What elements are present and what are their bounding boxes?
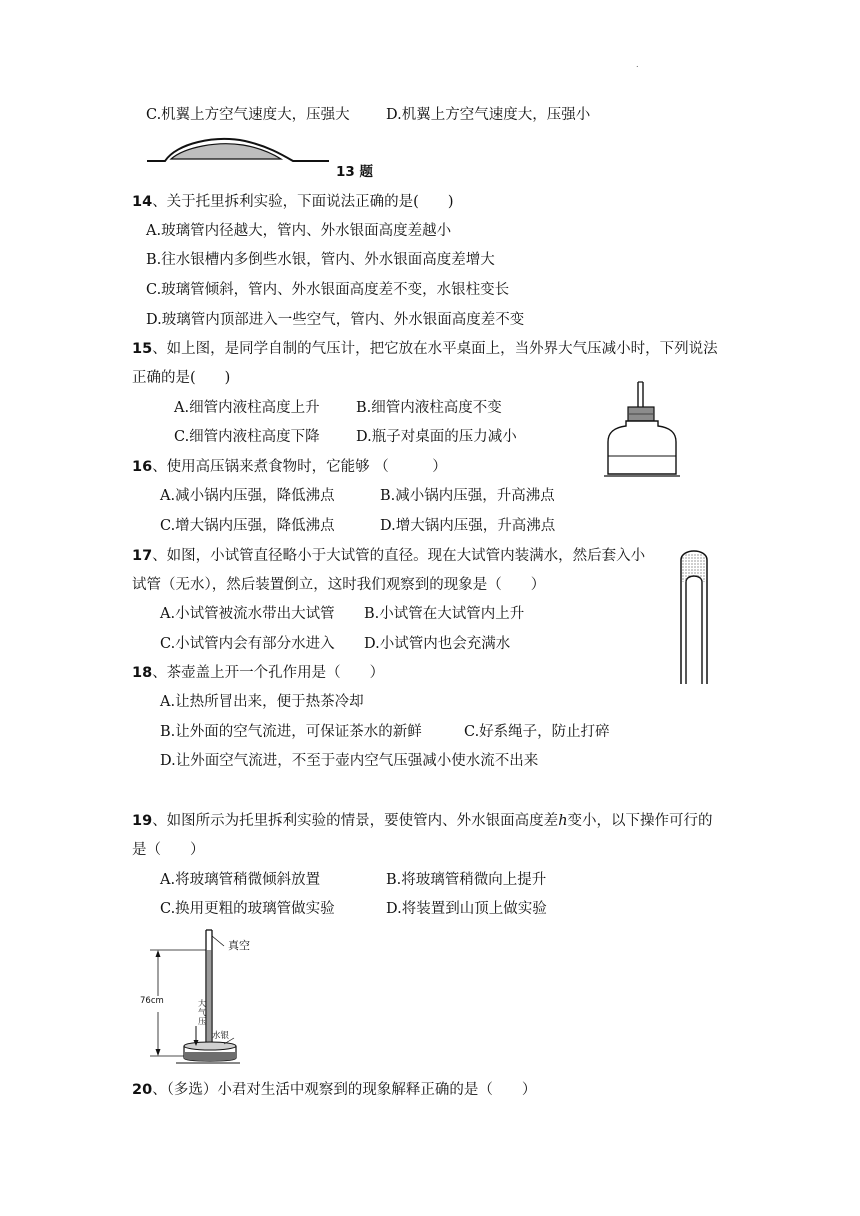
q17-option-a: A.小试管被流水带出大试管 [160, 606, 335, 622]
q19-option-b: B.将玻璃管稍微向上提升 [386, 872, 547, 888]
barometer-bottle-figure [604, 380, 682, 480]
q20-stem-text: 、（多选）小君对生活中观察到的现象解释正确的是（ ） [152, 1082, 537, 1098]
q16-stem-text: 、使用高压锅来煮食物时，它能够 （ ） [152, 459, 447, 475]
q18-option-d: D.让外面空气流进，不至于壶内空气压强减小使水流不出来 [160, 753, 539, 769]
q13-option-d: D.机翼上方空气速度大，压强小 [386, 107, 591, 123]
q15-stem-text: 、如上图，是同学自制的气压计，把它放在水平桌面上，当外界大气压减小时，下列说法 [152, 341, 718, 357]
q19-figure-mercury-label: 水银 [212, 1031, 230, 1041]
q13-figure-label: 13 题 [336, 164, 373, 180]
q19-stem-line2: 是（ ） [132, 842, 205, 858]
q16-option-c: C.增大锅内压强，降低沸点 [160, 518, 335, 534]
q17-stem-text: 、如图，小试管直径略小于大试管的直径。现在大试管内装满水，然后套入小 [152, 548, 646, 564]
q14-option-d: D.玻璃管内顶部进入一些空气，管内、外水银面高度差不变 [146, 312, 525, 328]
margin-dot: . [636, 60, 639, 69]
q14-number: 14 [132, 194, 153, 210]
q19-stem-line1 [132, 811, 713, 831]
q15-option-b: B.细管内液柱高度不变 [356, 400, 502, 416]
q17-option-d: D.小试管内也会充满水 [364, 636, 511, 652]
q14-stem [132, 192, 454, 212]
q19-option-d: D.将装置到山顶上做实验 [386, 901, 547, 917]
q16-option-d: D.增大锅内压强，升高沸点 [380, 518, 556, 534]
q17-option-b: B.小试管在大试管内上升 [364, 606, 525, 622]
test-tube-figure [676, 542, 712, 686]
q15-option-c: C.细管内液柱高度下降 [174, 429, 320, 445]
q19-figure-height-label: 76cm [140, 996, 164, 1006]
q14-option-b: B.往水银槽内多倒些水银，管内、外水银面高度差增大 [146, 252, 495, 268]
q16-option-b: B.减小锅内压强，升高沸点 [380, 488, 555, 504]
q16-option-a: A.减小锅内压强，降低沸点 [160, 488, 335, 504]
q19-figure-vacuum-label: 真空 [228, 939, 250, 952]
q13-option-c: C.机翼上方空气速度大，压强大 [146, 107, 350, 123]
q17-number: 17 [132, 548, 153, 564]
q17-stem-line1 [132, 546, 645, 566]
q17-option-c: C.小试管内会有部分水进入 [160, 636, 335, 652]
q19-height-symbol: h [558, 813, 568, 829]
q15-stem-line2: 正确的是( ) [132, 370, 231, 386]
q15-number: 15 [132, 341, 153, 357]
q15-option-d: D.瓶子对桌面的压力减小 [356, 429, 517, 445]
q15-stem-line1 [132, 339, 718, 359]
q16-number: 16 [132, 459, 153, 475]
q18-number: 18 [132, 665, 153, 681]
q18-option-c: C.好系绳子，防止打碎 [464, 724, 610, 740]
q19-figure-atm-label: 大气压 [198, 999, 206, 1026]
q20-stem [132, 1080, 536, 1100]
q18-stem-text: 、茶壶盖上开一个孔作用是（ ） [152, 665, 385, 681]
q19-number: 19 [132, 813, 153, 829]
airfoil-figure [143, 133, 333, 173]
q18-option-a: A.让热所冒出来，便于热茶冷却 [160, 694, 364, 710]
q14-option-a: A.玻璃管内径越大，管内、外水银面高度差越小 [146, 223, 452, 239]
q14-stem-text: 、关于托里拆利实验，下面说法正确的是( ) [152, 194, 454, 210]
q20-number: 20 [132, 1082, 153, 1098]
q16-stem [132, 457, 447, 477]
q18-stem [132, 663, 384, 683]
q19-stem-text-a: 、如图所示为托里拆利实验的情景，要使管内、外水银面高度差 [152, 813, 559, 829]
q15-option-a: A.细管内液柱高度上升 [174, 400, 320, 416]
q14-option-c: C.玻璃管倾斜，管内、外水银面高度差不变，水银柱变长 [146, 282, 510, 298]
q18-option-b: B.让外面的空气流进，可保证茶水的新鲜 [160, 724, 422, 740]
q19-stem-text-b: 变小，以下操作可行的 [567, 813, 713, 829]
q19-option-c: C.换用更粗的玻璃管做实验 [160, 901, 335, 917]
q17-stem-line2: 试管（无水），然后装置倒立，这时我们观察到的现象是（ ） [132, 577, 546, 593]
q19-option-a: A.将玻璃管稍微倾斜放置 [160, 872, 321, 888]
